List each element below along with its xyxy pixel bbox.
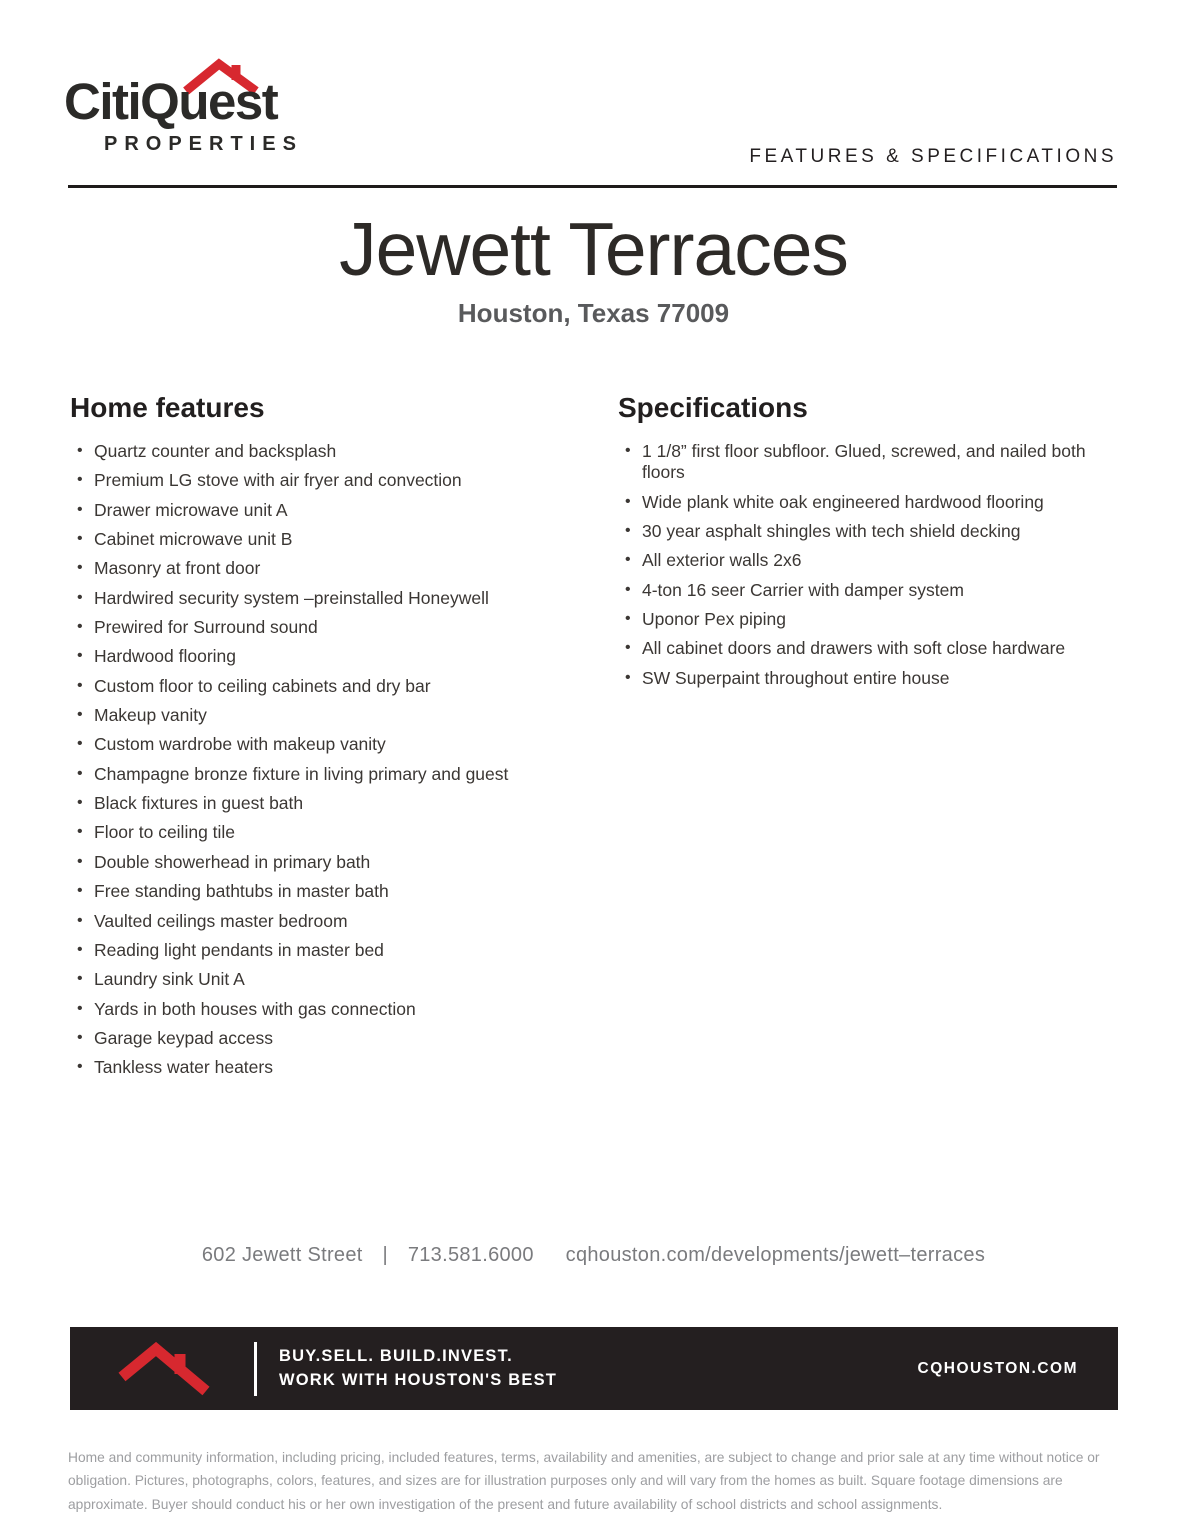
contact-website-link[interactable]: cqhouston.com/developments/jewett–terraces [565, 1244, 986, 1266]
feature-item: • Tankless water heaters [70, 1057, 615, 1078]
contact-separator: | [382, 1244, 388, 1266]
specifications-section [618, 392, 1123, 697]
feature-item: • Garage keypad access [70, 1028, 615, 1049]
feature-item: • Custom wardrobe with makeup vanity [70, 734, 615, 755]
feature-item: • Champagne bronze fixture in living primary and guest [70, 764, 615, 785]
banner-tagline-line1: BUY.SELL. BUILD.INVEST. [279, 1346, 513, 1365]
specification-item: • Wide plank white oak engineered hardwood flooring [618, 492, 1123, 513]
contact-address: 602 Jewett Street [201, 1244, 363, 1266]
banner-tagline-line2: WORK WITH HOUSTON'S BEST [279, 1370, 558, 1389]
contact-line [0, 1244, 1187, 1267]
logo-subbrand-text: PROPERTIES [104, 133, 303, 156]
roof-icon [116, 1341, 212, 1397]
feature-item: • Free standing bathtubs in master bath [70, 881, 615, 902]
feature-item: • Masonry at front door [70, 558, 615, 579]
feature-item: • Prewired for Surround sound [70, 617, 615, 638]
home-features-heading: Home features [70, 392, 265, 423]
document-type-label: FEATURES & SPECIFICATIONS [749, 146, 1117, 167]
title-block [0, 207, 1187, 329]
feature-item: • Quartz counter and backsplash [70, 441, 615, 462]
logo-brand-text: CitiQuest [64, 73, 278, 130]
brand-banner [70, 1327, 1118, 1410]
feature-item: • Laundry sink Unit A [70, 969, 615, 990]
citiquest-logo [64, 74, 303, 156]
feature-item: • Floor to ceiling tile [70, 822, 615, 843]
header-divider [68, 185, 1117, 188]
feature-item: • Double showerhead in primary bath [70, 852, 615, 873]
feature-item: • Black fixtures in guest bath [70, 793, 615, 814]
feature-item: • Drawer microwave unit A [70, 500, 615, 521]
feature-item: • Hardwood flooring [70, 646, 615, 667]
feature-item: • Vaulted ceilings master bedroom [70, 911, 615, 932]
specification-item: • All cabinet doors and drawers with soft close hardware [618, 638, 1123, 659]
home-features-list [70, 441, 615, 1079]
specification-item: • SW Superpaint throughout entire house [618, 668, 1123, 689]
feature-item: • Hardwired security system –preinstalled Honeywell [70, 588, 615, 609]
home-features-section [70, 392, 615, 1087]
feature-item: • Reading light pendants in master bed [70, 940, 615, 961]
banner-divider [254, 1342, 257, 1396]
specifications-list [618, 441, 1123, 689]
specifications-heading: Specifications [618, 392, 808, 423]
specification-item: • Uponor Pex piping [618, 609, 1123, 630]
feature-item: • Cabinet microwave unit B [70, 529, 615, 550]
feature-item: • Premium LG stove with air fryer and convection [70, 470, 615, 491]
contact-phone[interactable]: 713.581.6000 [407, 1244, 534, 1266]
feature-item: • Makeup vanity [70, 705, 615, 726]
specification-item: • 1 1/8” first floor subfloor. Glued, screwed, and nailed both floors [618, 441, 1123, 484]
specification-item: • All exterior walls 2x6 [618, 550, 1123, 571]
page-subtitle-location: Houston, Texas 77009 [457, 297, 730, 328]
banner-website-link[interactable]: CQHOUSTON.COM [917, 1359, 1078, 1377]
banner-tagline [279, 1345, 557, 1393]
disclaimer-text: Home and community information, including pricing, included features, terms, availability and amenities, are subject to change and prior sale at any time without notice or obligation. Pictures, photographs, colors, features, and sizes are for illustration purposes only and will vary from the homes as built. Square footage dimensions are approximate. Buyer should conduct his or her own investigation of the present and future availability of school districts and school assignments. [68, 1449, 1100, 1512]
specification-item: • 30 year asphalt shingles with tech shield decking [618, 521, 1123, 542]
page-title: Jewett Terraces [339, 207, 848, 291]
feature-item: • Custom floor to ceiling cabinets and dry bar [70, 676, 615, 697]
specification-item: • 4-ton 16 seer Carrier with damper system [618, 580, 1123, 601]
feature-item: • Yards in both houses with gas connection [70, 999, 615, 1020]
